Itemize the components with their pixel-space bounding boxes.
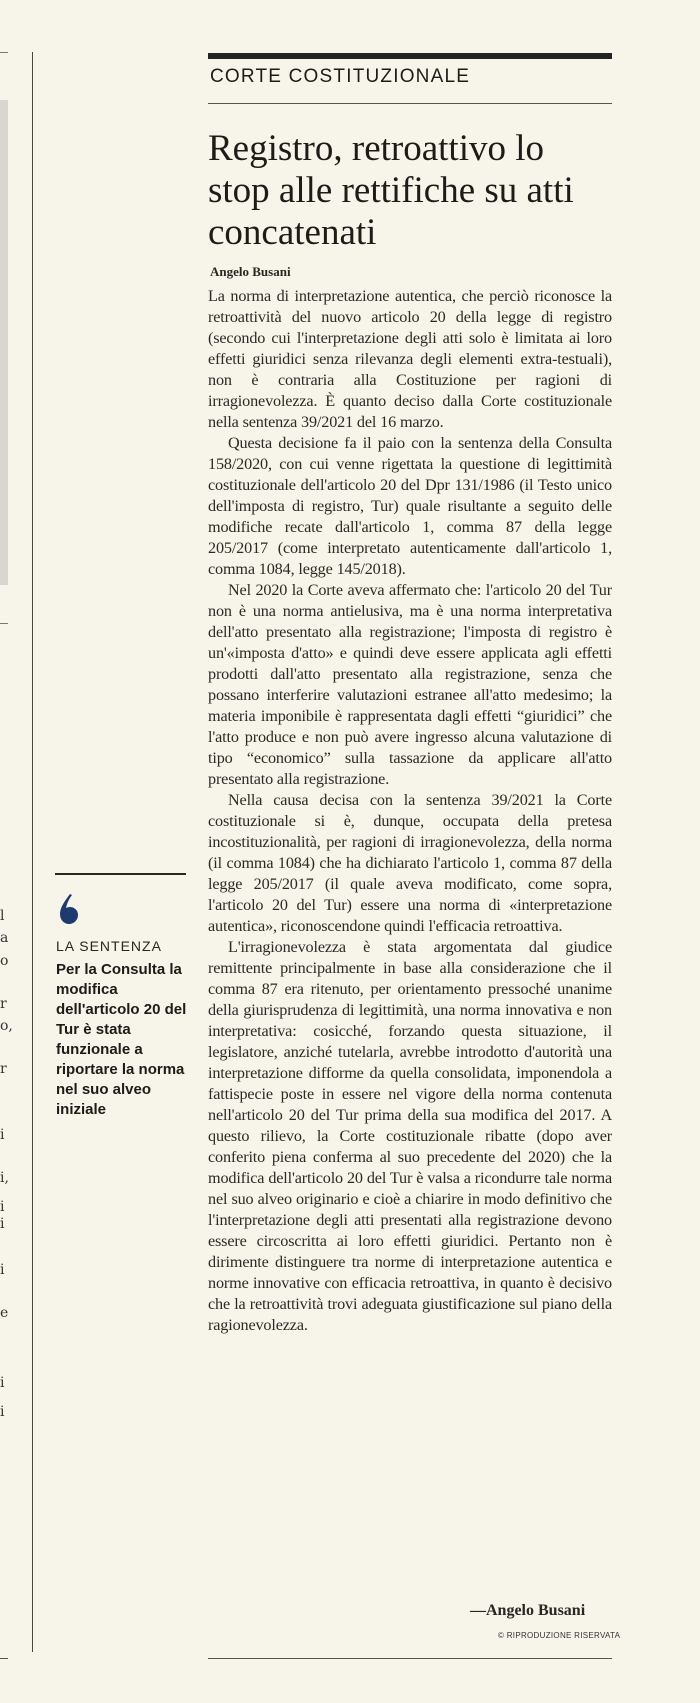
paragraph: Nel 2020 la Corte aveva affermato che: l'articolo 20 del Tur non è una norma antielusiva, ma è una norma interpretativa dell'atto presentato alla registrazione; l'imposta di registro è un'«imposta d'atto» e quindi deve essere applicata agli effetti prodotti dall'atto presentato alla registrazione, senza che possano interferire valutazioni estranee all'atto medesimo; la materia imponibile è rappresentata dagli effetti “giuridici” che l'atto produce e non può avere ingresso alcuna valutazione di tipo “economico” sulla tassazione da applicare all'atto presentato alla registrazione.	[208, 581, 612, 788]
left-column-fragment: i	[0, 1216, 5, 1232]
sidebar-text: Per la Consulta la modifica dell'articolo 20 del Tur è stata funzionale a riportare la norma nel suo alveo iniziale	[56, 961, 187, 1118]
bottom-rule	[208, 1658, 612, 1659]
section-label: CORTE COSTITUZIONALE	[210, 66, 471, 87]
sidebar-label: LA SENTENZA	[56, 938, 162, 954]
sidebar-rule	[55, 873, 186, 875]
left-column-fragment: e	[0, 1305, 9, 1321]
left-column-shade	[0, 100, 8, 585]
left-column-rule	[0, 623, 8, 624]
left-column-fragment: i,	[0, 1170, 9, 1186]
paragraph: L'irragionevolezza è stata argomentata dal giudice remittente principalmente in base alla considerazione che il comma 87 era ritenuto, per orientamento pressoché unanime della giurisprudenza di legittimità, una norma innovativa e non interpretativa: cosicché, forzando questa situazione, il legislatore, anziché tutelarla, avrebbe introdotto d'autorità una interpretazione difforme da quella consolidata, imponendola a fattispecie poste in essere nel vigore della norma contenuta nell'articolo 20 del Tur prima della sua modifica del 2017. A questo rilievo, la Corte costituzionale ribatte (dopo aver conferito piena conferma al suo precedente del 2020) che la modifica dell'articolo 20 del Tur è valsa a ricondurre tale norma nel suo alveo originario e cioè a chiarire in modo definitivo che l'interpretazione degli atti presentati alla registrazione devono essere circoscritta ai loro effetti giuridici. Pertanto non è dirimente distinguere tra norme di interpretazione autentica e norme innovative con efficacia retroattiva, in quanto è decisivo che la retroattività trovi adeguata giustificazione sul piano della ragionevolezza.	[208, 938, 612, 1334]
paragraph: Nella causa decisa con la sentenza 39/2021 la Corte costituzionale si è, dunque, occupata della pretesa incostituzionalità, per ragioni di irragionevolezza, della norma (il comma 1084) che ha dichiarato l'articolo 1, comma 87 della legge 205/2017 (il quale aveva modificato, come sopra, l'articolo 20 del Tur) essere una norma di «interpretazione autentica», riconoscendone quindi l'efficacia retroattiva.	[208, 791, 612, 935]
byline: Angelo Busani	[210, 264, 291, 279]
left-column-fragment: l	[0, 908, 5, 924]
headline: Registro, retroattivo lo stop alle rettifiche su atti concatenati	[208, 128, 574, 253]
column-divider	[32, 52, 33, 1652]
section-rule	[208, 103, 612, 104]
left-column-fragment: i	[0, 1262, 5, 1278]
paragraph: La norma di interpretazione autentica, che perciò riconosce la retroattività del nuovo articolo 20 della legge di registro (secondo cui l'interpretazione degli atti solo è limitata ai loro effetti giuridici senza rilevanza degli elementi extra-testuali), non è contraria alla Costituzione per ragioni di irragionevolezza. È quanto deciso dalla Corte costituzionale nella sentenza 39/2021 del 16 marzo.	[208, 287, 612, 431]
copyright-notice: © RIPRODUZIONE RISERVATA	[498, 1631, 621, 1640]
left-column-fragment: a	[0, 930, 9, 946]
left-column-fragment: i	[0, 1199, 5, 1215]
bottom-rule	[0, 1658, 8, 1659]
left-column-fragment: r	[0, 996, 7, 1012]
section-top-bar	[208, 53, 612, 59]
quote-mark-icon	[56, 892, 82, 926]
left-column-fragment: o,	[0, 1018, 13, 1034]
left-column-fragment: r	[0, 1061, 7, 1077]
left-column-fragment: i	[0, 1127, 5, 1143]
article-body	[208, 286, 612, 1336]
left-column-rule	[0, 52, 8, 53]
signature: —Angelo Busani	[470, 1602, 586, 1619]
left-column-fragment: i	[0, 1375, 5, 1391]
left-column-fragment: i	[0, 1404, 5, 1420]
left-column-fragment: o	[0, 953, 9, 969]
paragraph: Questa decisione fa il paio con la sentenza della Consulta 158/2020, con cui venne rigettata la questione di legittimità costituzionale dell'articolo 20 del Dpr 131/1986 (il Testo unico dell'imposta di registro, Tur) quale risultante a seguito delle modifiche recate dall'articolo 1, comma 87 della legge 205/2017 (come interpretato autenticamente dall'articolo 1, comma 1084, legge 145/2018).	[208, 434, 612, 578]
